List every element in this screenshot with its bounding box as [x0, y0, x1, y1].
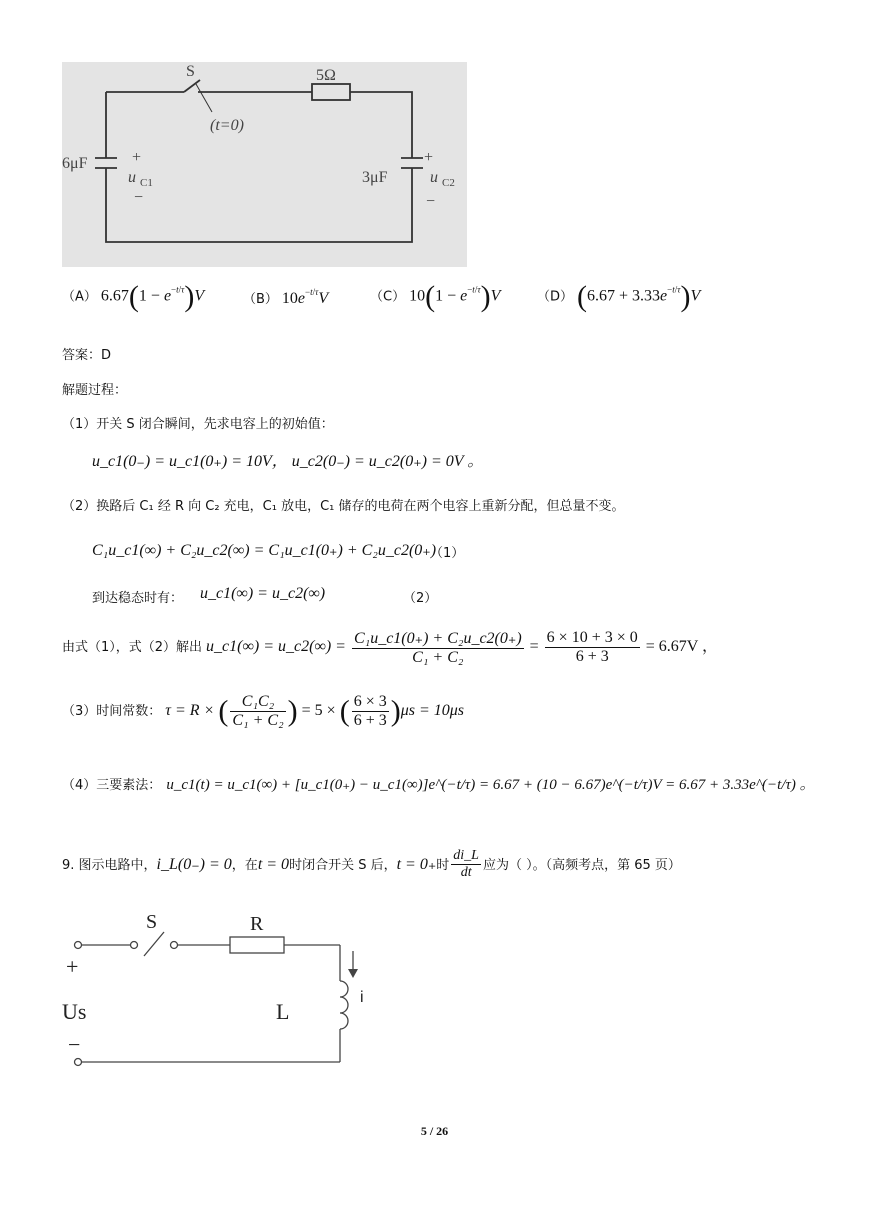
question-9: 9. 图示电路中，i_L(0₋) = 0，在t = 0时闭合开关 S 后，t = 0₊时 $\frac{di\_L}{dt}$ 应为（ ）。（高频考点，第 65 页） [62, 848, 681, 880]
c2-minus: − [426, 193, 436, 210]
terminal-bottom [75, 1059, 82, 1066]
step3-fraction-symbolic: $\frac{\text{C₁C₂}}{\text{C₁ + C₂}}$ [232, 693, 284, 729]
switch-time: (t=0) [210, 117, 244, 134]
option-c: （C） $10(1 - e^{-t/\tau})V$ [370, 280, 501, 313]
switch-contact-left [131, 942, 138, 949]
resistor-r-label: R [250, 913, 264, 935]
step3-fraction-numeric: $\frac{6 \times 3}{6 + 3}$ [353, 693, 387, 729]
switch-blade [144, 932, 164, 956]
c1-voltage: u [128, 169, 136, 186]
solve-fraction-numeric: $\frac{6 \times 10 + 3 \times 0}{6 + 3}$ [546, 629, 638, 665]
step2-eq2-prefix: 到达稳态时有： [92, 591, 184, 606]
c1-voltage-sub: C1 [140, 177, 153, 189]
option-d: （D） $(6.67 + 3.33e^{-t/\tau})V$ [537, 280, 701, 313]
source-plus: + [66, 954, 79, 979]
c2-value: 3μF [362, 169, 388, 186]
switch-contact-right [171, 942, 178, 949]
derivative-fraction: $\frac{di\_L}{dt}$ [453, 848, 479, 880]
current-arrow-icon [348, 969, 358, 978]
switch-s-label: S [146, 911, 158, 933]
c1-plus: + [132, 149, 142, 166]
rl-circuit-figure [60, 906, 390, 1076]
c2-voltage-sub: C2 [442, 177, 455, 189]
step2-equation-2: u_c1(∞) = u_c2(∞) [200, 585, 326, 602]
step1-formula: u_c1(0₋) = u_c1(0₊) = 10V， u_c2(0₋) = u_c2(0₊) = 0V 。 [92, 453, 484, 470]
solve-line: 由式（1），式（2）解出 u_c1(∞) = u_c2(∞) = $\frac{\text{C₁u\_c1(0₊) + C₂u\_c2(0₊)}}{\text{C₁ + C₂}}$ = $\frac{6 \times 10 + 3 \times 0}{6 + 3}$ = 6.67V ， [62, 629, 719, 666]
option-b: （B） $10e^{-t/\tau}V$ [243, 287, 329, 307]
source-minus: − [68, 1032, 81, 1057]
step3-line: （3）时间常数： τ = R × ( $\frac{\text{C₁C₂}}{\text{C₁ + C₂}}$ ) = 5 × ( $\frac{6 \times 3}{6 + 3}$ )μs = 10μs [62, 693, 465, 729]
switch-label: S [186, 63, 195, 80]
rl-circuit-wires [75, 932, 354, 1066]
inductor-coil [340, 981, 348, 1029]
page-number: 5 / 26 [420, 1124, 449, 1138]
c1-value: 6μF [62, 155, 88, 172]
source-us-label: Us [62, 999, 87, 1024]
c2-voltage: u [430, 169, 438, 186]
inductor-l-label: L [276, 999, 290, 1024]
step4-line: （4）三要素法： u_c1(t) = u_c1(∞) + [u_c1(0₊) − u_c1(∞)]e^(−t/τ) = 6.67 + (10 − 6.67)e^(−t/τ)V = 6.67 + 3.33e^(−t/τ) 。 [62, 777, 815, 793]
c1-minus: − [134, 189, 144, 206]
resistor-label: 5Ω [316, 67, 336, 84]
step2-equation-1: C₁u_c1(∞) + C₂u_c2(∞) = C₁u_c1(0₊) + C₂u_c2(0₊) [92, 542, 437, 559]
terminal-top [75, 942, 82, 949]
resistor-r [230, 937, 284, 953]
solution-title: 解题过程： [62, 383, 128, 398]
capacitor-circuit-figure [62, 62, 467, 267]
solve-fraction-symbolic: $\frac{\text{C₁u\_c1(0₊) + C₂u\_c2(0₊)}}{\text{C₁ + C₂}}$ [353, 630, 522, 666]
step2-equation-1-tag: （1） [430, 546, 465, 561]
step1-text: （1）开关 S 闭合瞬间，先求电容上的初始值： [62, 417, 334, 432]
step2-text: （2）换路后 C₁ 经 R 向 C₂ 充电，C₁ 放电，C₁ 储存的电荷在两个电容上重新分配，但总量不变。 [62, 499, 625, 514]
current-i-label: i [360, 989, 364, 1006]
option-a: （A） $6.67(1 - e^{-t/\tau})V$ [62, 280, 205, 313]
step2-equation-2-tag: （2） [403, 591, 438, 606]
answer-line: 答案：D [62, 348, 112, 363]
c2-plus: + [424, 149, 434, 166]
